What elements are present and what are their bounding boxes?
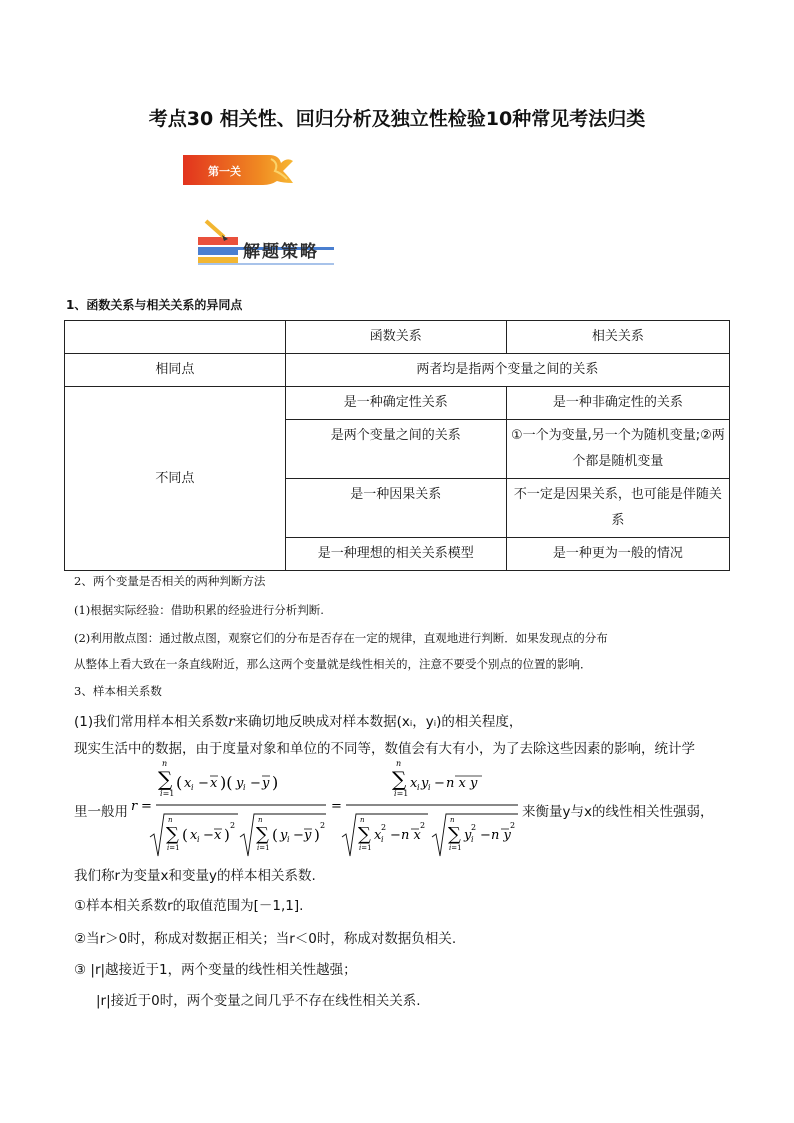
svg-text:−: − [250, 776, 261, 791]
svg-text:): ) [272, 773, 279, 792]
table-cell: 两者均是指两个变量之间的关系 [285, 354, 729, 387]
paragraph: (1)根据实际经验：借助积累的经验进行分析判断. [74, 603, 324, 617]
svg-text:i=1: i=1 [449, 844, 462, 852]
svg-text:=: = [141, 799, 152, 814]
list-item: ③ |r|越接近于1，两个变量的线性相关性越强； [74, 962, 357, 978]
svg-text:y: y [280, 828, 288, 843]
section-1-heading: 1、函数关系与相关关系的异同点 [66, 298, 243, 312]
table-cell: ①一个为变量,另一个为随机变量;②两个都是随机变量 [506, 420, 729, 479]
table-row-label: 不同点 [65, 387, 286, 571]
list-item: ②当r＞0时，称成对数据正相关；当r＜0时，称成对数据负相关. [74, 931, 457, 947]
table-header-cell: 相关关系 [506, 321, 729, 354]
svg-text:−: − [293, 828, 304, 843]
table-cell: 是一种因果关系 [285, 479, 506, 538]
svg-text:(: ( [176, 773, 183, 792]
table-header-cell: 函数关系 [285, 321, 506, 354]
svg-text:n: n [162, 759, 168, 768]
svg-text:(: ( [182, 826, 188, 844]
svg-text:y: y [262, 776, 270, 791]
svg-text:n x: n x [401, 828, 421, 843]
svg-text:i: i [197, 835, 200, 844]
svg-text:i: i [191, 783, 194, 792]
table-row [65, 354, 730, 387]
table-cell: 是一种更为一般的情况 [506, 538, 729, 571]
svg-text:i: i [287, 835, 290, 844]
formula-prefix: 里一般用 [74, 804, 128, 820]
comparison-table [64, 320, 730, 571]
section-2-heading: 2、两个变量是否相关的两种判断方法 [74, 574, 266, 588]
svg-text:∑: ∑ [158, 767, 173, 791]
svg-text:x: x [410, 776, 418, 791]
svg-text:−: − [434, 776, 445, 791]
strategy-header-label: 解题策略 [243, 242, 319, 262]
svg-text:n x y: n x y [446, 776, 478, 791]
svg-text:i=1: i=1 [257, 844, 270, 852]
svg-text:2: 2 [420, 821, 426, 830]
svg-text:y: y [464, 828, 472, 843]
table-cell [65, 321, 286, 354]
svg-text:2: 2 [320, 821, 326, 830]
svg-text:=: = [331, 799, 342, 814]
paragraph [74, 710, 522, 730]
list-item: ①样本相关系数r的取值范围为[－1,1]. [74, 898, 304, 914]
table-cell: 是一种理想的相关关系模型 [285, 538, 506, 571]
math-var: r [228, 714, 235, 730]
svg-text:∑: ∑ [392, 767, 407, 791]
svg-text:i=1: i=1 [167, 844, 180, 852]
svg-text:i: i [471, 835, 474, 844]
svg-text:x: x [214, 828, 222, 843]
svg-text:(: ( [272, 826, 278, 844]
table-cell: 是一种非确定性的关系 [506, 387, 729, 420]
svg-text:2: 2 [510, 821, 516, 830]
svg-text:): ) [314, 826, 320, 844]
svg-text:x: x [374, 828, 382, 843]
text-run: (1)我们常用样本相关系数 [74, 714, 229, 730]
formula-suffix: 来衡量y与x的线性相关性强弱， [522, 804, 714, 820]
svg-text:i: i [417, 783, 420, 792]
svg-text:i=1: i=1 [359, 844, 372, 852]
svg-text:y: y [304, 828, 312, 843]
svg-text:−: − [203, 828, 214, 843]
level-banner-label: 第一关 [208, 165, 241, 178]
svg-text:x: x [190, 828, 198, 843]
svg-text:n: n [168, 816, 173, 824]
svg-text:r: r [131, 799, 138, 814]
svg-text:−: − [390, 828, 401, 843]
page-title: 考点30 相关性、回归分析及独立性检验10种常见考法归类 [148, 108, 646, 130]
svg-text:i=1: i=1 [394, 789, 409, 798]
svg-text:2: 2 [381, 823, 387, 832]
svg-text:∑: ∑ [448, 824, 461, 845]
svg-text:n y: n y [491, 828, 511, 843]
table-cell: 不一定是因果关系，也可能是伴随关系 [506, 479, 729, 538]
paragraph: (2)利用散点图：通过散点图，观察它们的分布是否存在一定的规律，直观地进行判断．如果发现点的分布 [74, 631, 608, 645]
svg-text:n: n [396, 759, 402, 768]
svg-text:n: n [450, 816, 455, 824]
paragraph: 现实生活中的数据，由于度量对象和单位的不同等，数值会有大有小，为了去除这些因素的影响，统计学 [74, 741, 695, 757]
text-run: 来确切地反映成对样本数据(xᵢ，yᵢ)的相关程度， [234, 714, 523, 730]
svg-text:)(: )( [220, 773, 233, 792]
table-cell: 是一种确定性关系 [285, 387, 506, 420]
svg-text:x: x [210, 776, 218, 791]
svg-text:i: i [243, 783, 246, 792]
svg-text:2: 2 [471, 823, 477, 832]
table-row [65, 321, 730, 354]
table-cell: 是两个变量之间的关系 [285, 420, 506, 479]
svg-text:y: y [421, 776, 429, 791]
svg-text:∑: ∑ [358, 824, 371, 845]
svg-text:y: y [236, 776, 244, 791]
svg-text:x: x [184, 776, 192, 791]
section-3-heading: 3、样本相关系数 [74, 684, 162, 698]
list-item: |r|接近于0时，两个变量之间几乎不存在线性相关关系. [96, 993, 421, 1009]
svg-text:∑: ∑ [256, 824, 269, 845]
svg-text:n: n [258, 816, 263, 824]
svg-text:−: − [480, 828, 491, 843]
table-row-label: 相同点 [65, 354, 286, 387]
svg-text:n: n [360, 816, 365, 824]
paragraph: 从整体上看大致在一条直线附近，那么这两个变量就是线性相关的，注意不要受个别点的位置的影响． [74, 657, 592, 671]
svg-text:−: − [198, 776, 209, 791]
svg-text:i=1: i=1 [160, 789, 175, 798]
paragraph: 我们称r为变量x和变量y的样本相关系数. [74, 868, 316, 884]
svg-text:i: i [381, 835, 384, 844]
svg-text:): ) [224, 826, 230, 844]
svg-text:∑: ∑ [166, 824, 179, 845]
svg-text:i: i [428, 783, 431, 792]
table-row [65, 387, 730, 420]
svg-text:2: 2 [230, 821, 236, 830]
